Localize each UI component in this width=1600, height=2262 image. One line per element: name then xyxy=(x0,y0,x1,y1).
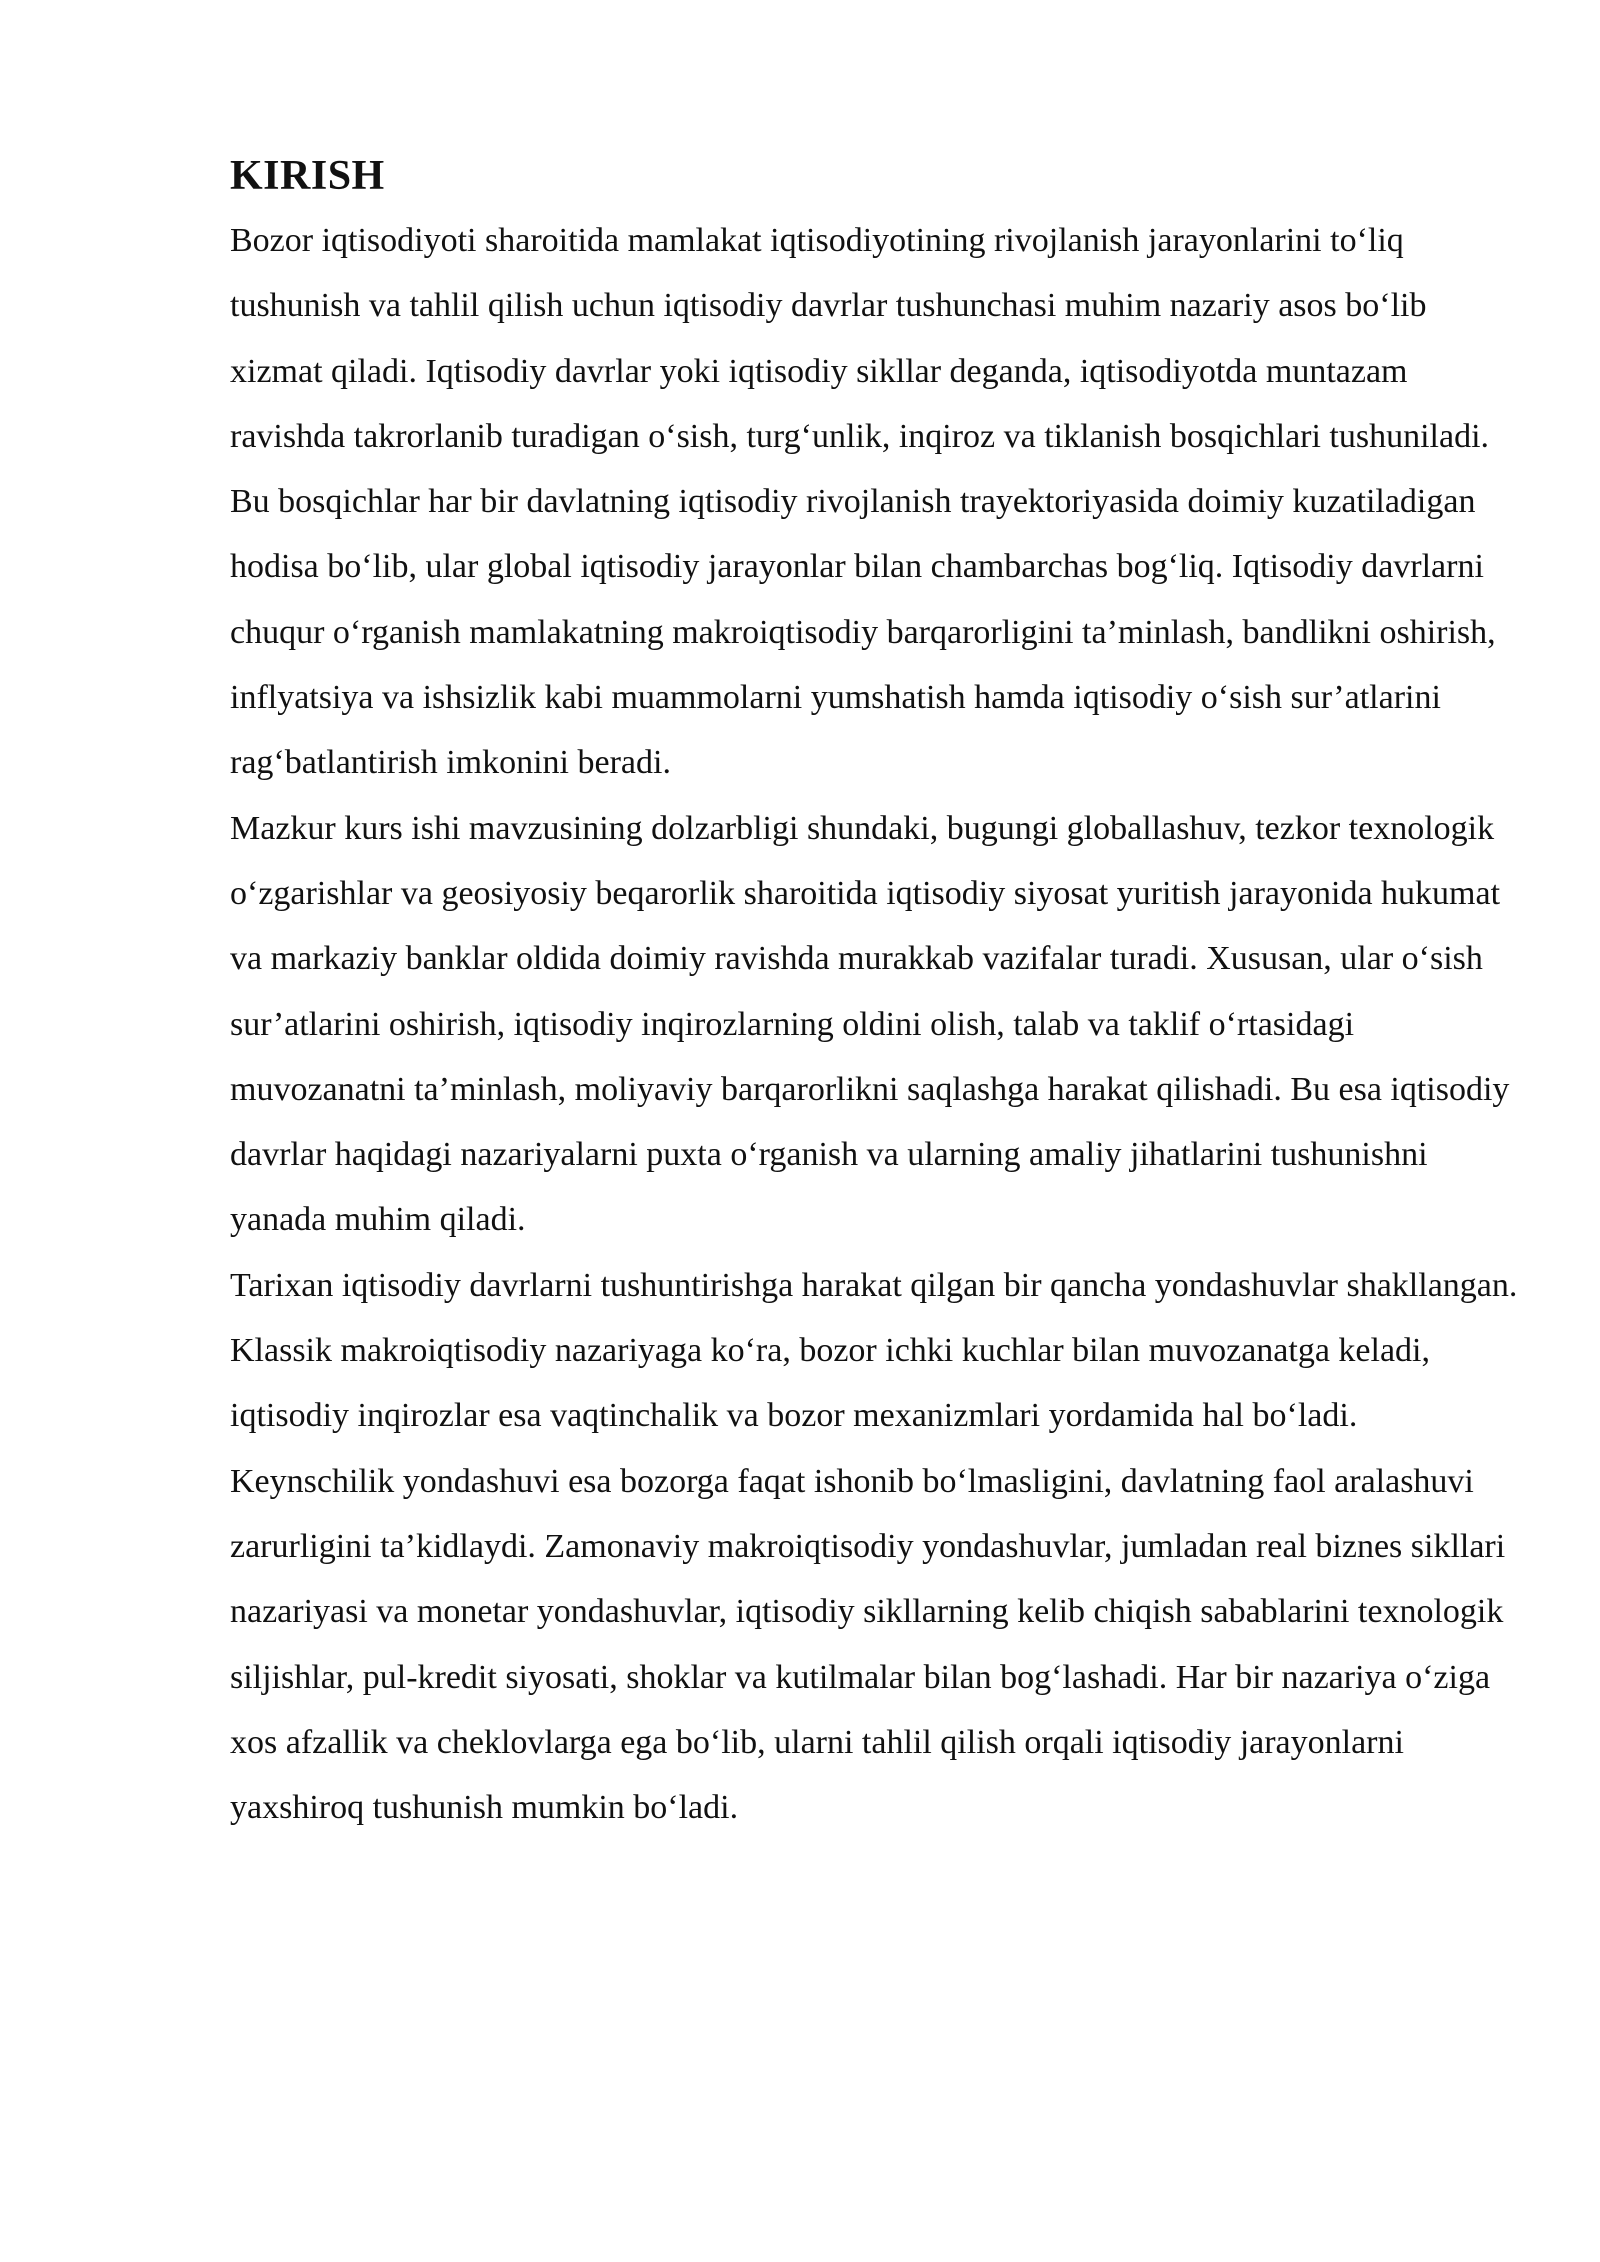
paragraph-2: Mazkur kurs ishi mavzusining dolzarbligi shundaki, bugungi globallashuv, tezkor texnologik o‘zgarishlar va geosiyosiy beqarorlik sharoitida iqtisodiy siyosat yuritish jarayonida hukumat va markaziy banklar oldida doimiy ravishda murakkab vazifalar turadi. Xususan, ular o‘sish sur’atlarini oshirish, iqtisodiy inqirozlarning oldini olish, talab va taklif o‘rtasidagi muvozanatni ta’minlash, moliyaviy barqarorlikni saqlashga harakat qilishadi. Bu esa iqtisodiy davrlar haqidagi nazariyalarni puxta o‘rganish va ularning amaliy jihatlarini tushunishni yanada muhim qiladi. xyxy=(230,809,1510,1239)
section-heading: KIRISH xyxy=(230,153,385,199)
paragraph-3: Tarixan iqtisodiy davrlarni tushuntirishga harakat qilgan bir qancha yondashuvlar shakllangan. Klassik makroiqtisodiy nazariyaga ko‘ra, bozor ichki kuchlar bilan muvozanatga keladi, iqtisodiy inqirozlar esa vaqtinchalik va bozor mexanizmlari yordamida hal bo‘ladi. Keynschilik yondashuvi esa bozorga faqat ishonib bo‘lmasligini, davlatning faol aralashuvi zarurligini ta’kidlaydi. Zamonaviy makroiqtisodiy yondashuvlar, jumladan real biznes sikllari nazariyasi va monetar yondashuvlar, iqtisodiy sikllarning kelib chiqish sabablarini texnologik siljishlar, pul-kredit siyosati, shoklar va kutilmalar bilan bog‘lashadi. Har bir nazariya o‘ziga xos afzallik va cheklovlarga ega bo‘lib, ularni tahlil qilish orqali iqtisodiy jarayonlarni yaxshiroq tushunish mumkin bo‘ladi. xyxy=(230,1266,1518,1827)
document-body xyxy=(230,148,1520,1840)
paragraph-1: Bozor iqtisodiyoti sharoitida mamlakat iqtisodiyotining rivojlanish jarayonlarini to‘liq tushunish va tahlil qilish uchun iqtisodiy davrlar tushunchasi muhim nazariy asos bo‘lib xizmat qiladi. Iqtisodiy davrlar yoki iqtisodiy sikllar deganda, iqtisodiyotda muntazam ravishda takrorlanib turadigan o‘sish, turg‘unlik, inqiroz va tiklanish bosqichlari tushuniladi. Bu bosqichlar har bir davlatning iqtisodiy rivojlanish trayektoriyasida doimiy kuzatiladigan hodisa bo‘lib, ular global iqtisodiy jarayonlar bilan chambarchas bog‘liq. Iqtisodiy davrlarni chuqur o‘rganish mamlakatning makroiqtisodiy barqarorligini ta’minlash, bandlikni oshirish, inflyatsiya va ishsizlik kabi muammolarni yumshatish hamda iqtisodiy o‘sish sur’atlarini rag‘batlantirish imkonini beradi. xyxy=(230,222,1496,782)
